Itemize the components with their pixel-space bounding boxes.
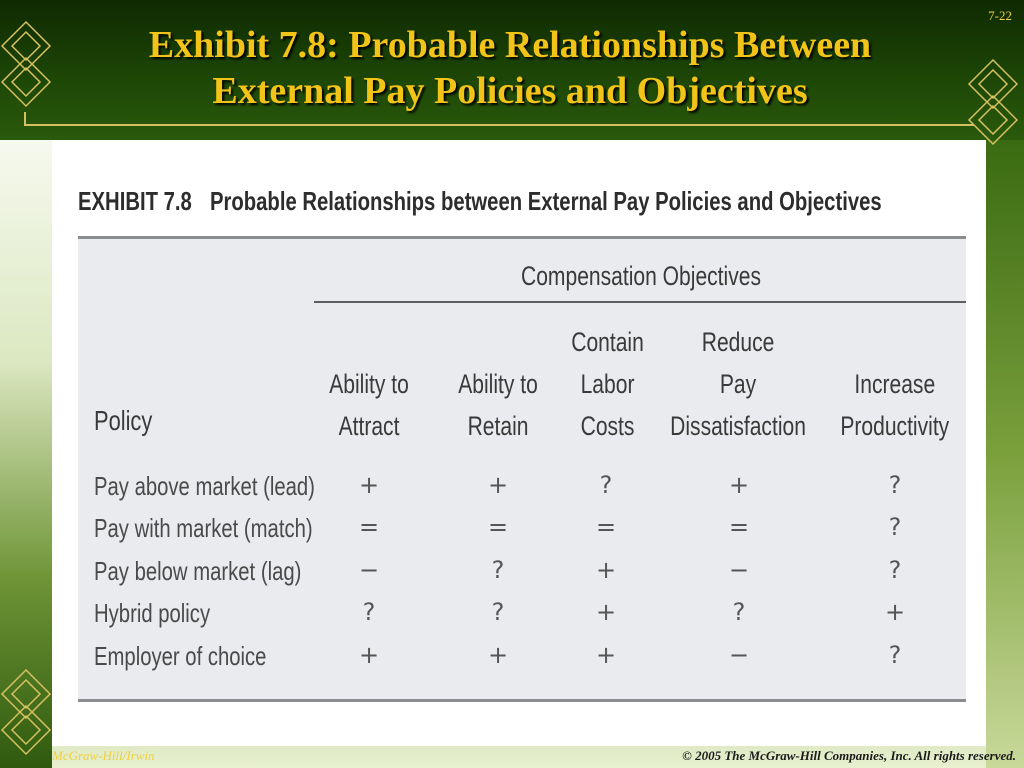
table-cell: = [595,513,617,541]
exhibit-table [78,236,966,702]
table-cell: + [595,641,617,669]
table-cell: ? [888,513,902,541]
table-cell: − [728,556,750,584]
table-cell: = [487,513,509,541]
table-cell: + [358,471,380,499]
table-cell: + [884,598,906,626]
exhibit-image [52,140,986,746]
footer-copyright: © 2005 The McGraw-Hill Companies, Inc. All rights reserved. [682,748,1016,763]
title-rule [24,112,974,126]
table-cell: ? [888,471,902,499]
table-cell: + [595,556,617,584]
table-cell: + [487,471,509,499]
table-cell: ? [491,556,505,584]
slide-title-line1: Exhibit 7.8: Probable Relationships Between [148,24,872,66]
table-cell: + [728,471,750,499]
column-header-retain: Ability to Retain [458,369,538,441]
policy-label: Pay below market (lag) [94,556,302,586]
exhibit-label: EXHIBIT 7.8 [78,186,192,216]
table-cell: ? [491,598,505,626]
table-row [78,467,966,509]
table-cell: − [728,641,750,669]
table-cell: = [358,513,380,541]
policy-label: Pay above market (lead) [94,471,315,501]
table-row [78,509,966,551]
column-header-attract: Ability to Attract [329,369,409,441]
table-cell: + [595,598,617,626]
policy-label: Hybrid policy [94,598,211,628]
column-header-labor-costs: Contain Labor Costs [571,327,645,441]
diamond-ornament-bottom-left-icon [0,668,52,758]
column-header-productivity: Increase Productivity [840,369,950,441]
exhibit-heading [78,186,882,217]
table-cell: + [487,641,509,669]
column-header-pay-dissatisfaction: Reduce Pay Dissatisfaction [670,327,806,441]
exhibit-subtitle: Probable Relationships between External Pay Policies and Objectives [209,186,882,216]
table-cell: = [728,513,750,541]
policy-header: Policy [94,405,153,436]
slide-title-line2: External Pay Policies and Objectives [212,70,808,112]
right-gradient-strip [986,140,1024,768]
table-cell: ? [888,556,902,584]
table-cell: − [358,556,380,584]
policy-label: Pay with market (match) [94,513,313,543]
group-header: Compensation Objectives [521,261,761,291]
diamond-ornament-top-right-icon [966,58,1020,148]
table-cell: ? [362,598,376,626]
footer-publisher: McGraw-Hill/Irwin [52,748,155,763]
group-header-rule [314,301,966,303]
table-row [78,552,966,594]
slide-number: 7-22 [988,8,1012,23]
table-cell: ? [888,641,902,669]
diamond-ornament-top-left-icon [0,20,52,110]
slide-title [60,22,960,114]
table-row [78,594,966,636]
policy-label: Employer of choice [94,641,267,671]
table-cell: + [358,641,380,669]
table-cell: ? [732,598,746,626]
table-cell: ? [599,471,613,499]
table-row [78,637,966,679]
